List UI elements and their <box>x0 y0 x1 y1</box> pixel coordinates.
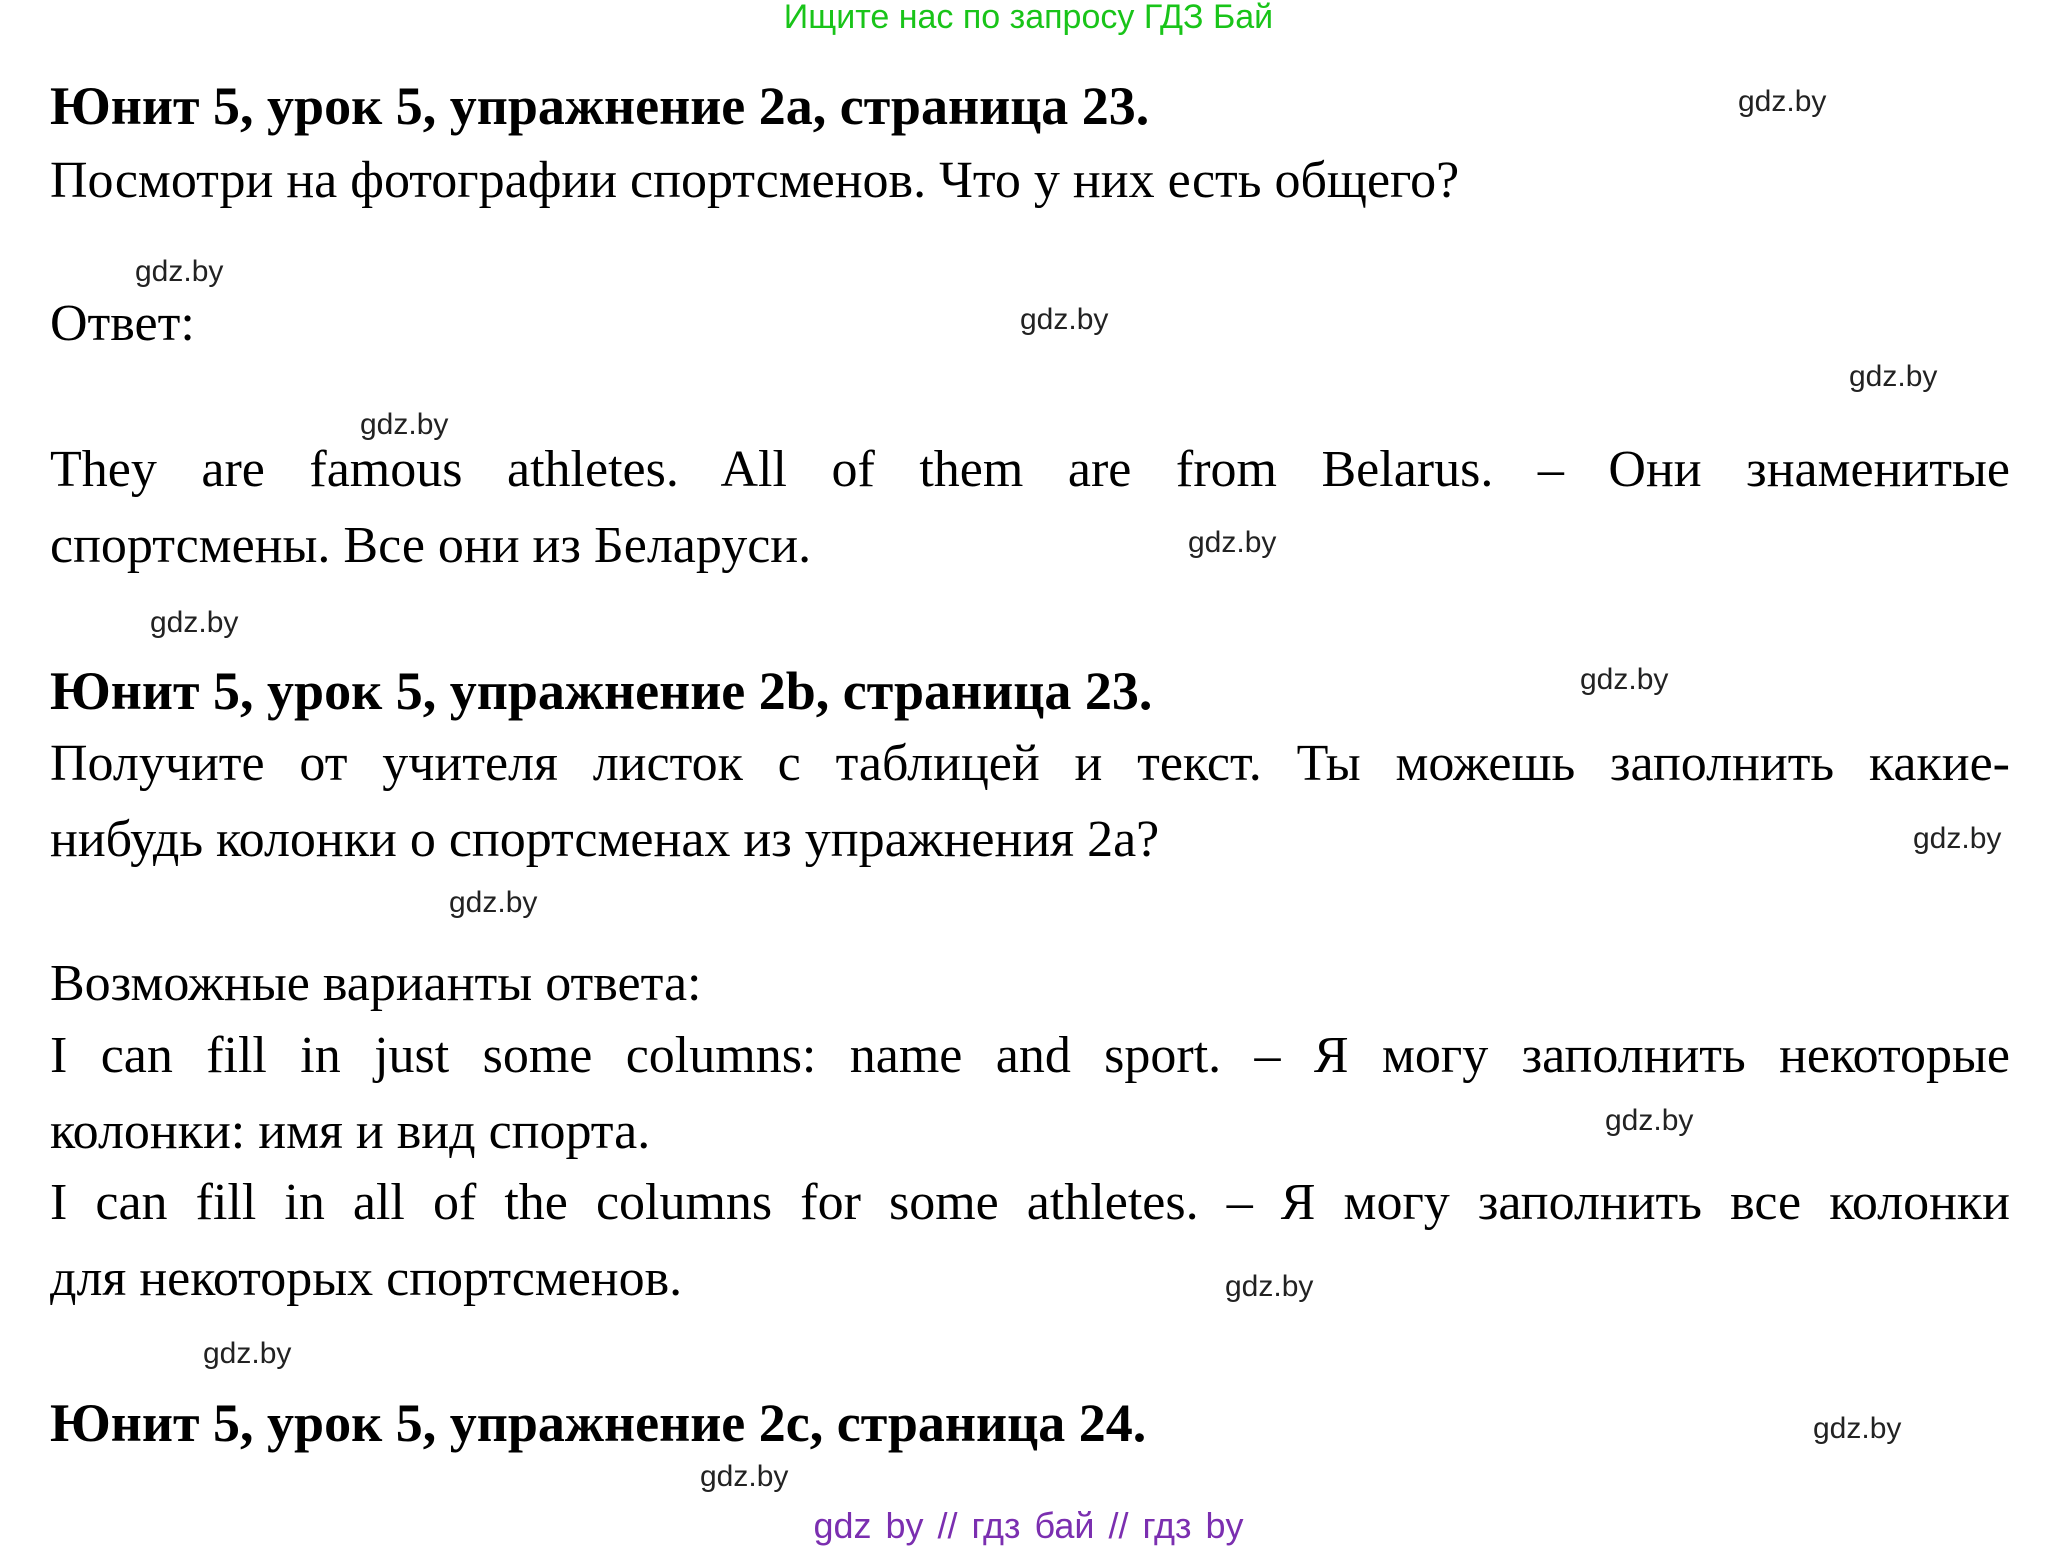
watermark: gdz.by <box>135 255 224 288</box>
section-2b-answer-1-line-2: колонки: имя и вид спорта. <box>50 1103 651 1160</box>
section-2b-task-line-1: Получите от учителя листок с таблицей и текст. Ты можешь заполнить какие- <box>50 735 2010 792</box>
watermark: gdz.by <box>1913 822 2002 855</box>
section-2b-title: Юнит 5, урок 5, упражнение 2b, страница 23. <box>50 661 1153 721</box>
watermark: gdz.by <box>1580 663 1669 696</box>
section-2b-task-line-2: нибудь колонки о спортсменах из упражнения 2a? <box>50 811 1160 868</box>
section-2b-answer-2-line-1: I can fill in all of the columns for some athletes. – Я могу заполнить все колонки <box>50 1174 2010 1231</box>
watermark: gdz.by <box>449 886 538 919</box>
watermark: gdz.by <box>1020 303 1109 336</box>
footer-links: gdz by // гдз бай // гдз by <box>813 1505 1244 1546</box>
section-2a-answer-line-1: They are famous athletes. All of them are from Belarus. – Они знаменитые <box>50 441 2010 498</box>
section-2a-task: Посмотри на фотографии спортсменов. Что у них есть общего? <box>50 152 1460 209</box>
watermark: gdz.by <box>1813 1412 1902 1445</box>
section-2b-answer-2-line-2: для некоторых спортсменов. <box>50 1250 683 1307</box>
watermark: gdz.by <box>1849 360 1938 393</box>
section-2b-answer-1-line-1: I can fill in just some columns: name and sport. – Я могу заполнить некоторые <box>50 1027 2010 1084</box>
watermark: gdz.by <box>1188 526 1277 559</box>
watermark: gdz.by <box>700 1460 789 1493</box>
section-2a-answer-line-2: спортсмены. Все они из Беларуси. <box>50 517 812 574</box>
watermark: gdz.by <box>1605 1104 1694 1137</box>
watermark: gdz.by <box>1225 1270 1314 1303</box>
watermark: gdz.by <box>150 606 239 639</box>
top-banner: Ищите нас по запросу ГДЗ Бай <box>783 0 1274 36</box>
section-2b-answer-label: Возможные варианты ответа: <box>50 955 702 1012</box>
section-2c-title: Юнит 5, урок 5, упражнение 2c, страница 24. <box>50 1393 1147 1453</box>
section-2a-title: Юнит 5, урок 5, упражнение 2a, страница 23. <box>50 76 1150 136</box>
watermark: gdz.by <box>1738 85 1827 118</box>
watermark: gdz.by <box>360 408 449 441</box>
section-2a-answer-label: Ответ: <box>50 295 195 352</box>
watermark: gdz.by <box>203 1337 292 1370</box>
